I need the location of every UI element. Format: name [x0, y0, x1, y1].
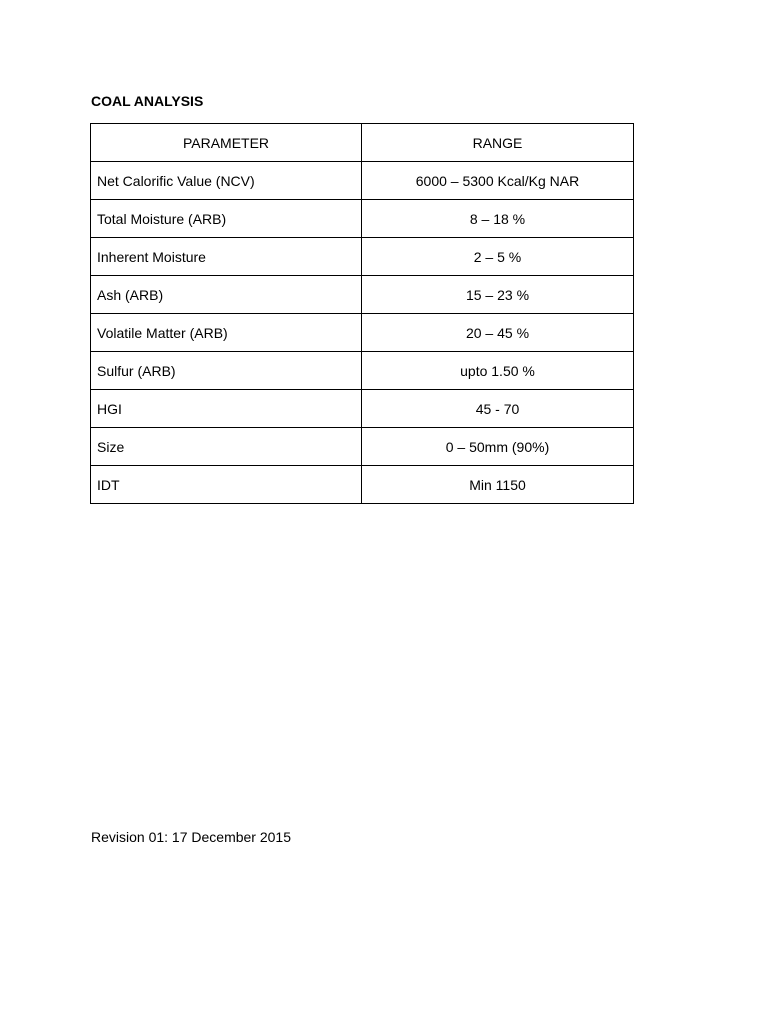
range-cell: Min 1150 — [362, 466, 634, 504]
table-row — [91, 314, 634, 352]
table-row — [91, 352, 634, 390]
parameter-cell: Inherent Moisture — [91, 238, 362, 276]
parameter-cell: Size — [91, 428, 362, 466]
table-row — [91, 428, 634, 466]
range-cell: 2 – 5 % — [362, 238, 634, 276]
parameter-cell: Volatile Matter (ARB) — [91, 314, 362, 352]
range-cell: 15 – 23 % — [362, 276, 634, 314]
range-cell: upto 1.50 % — [362, 352, 634, 390]
column-header-range: RANGE — [362, 124, 634, 162]
table-row — [91, 276, 634, 314]
table-row — [91, 238, 634, 276]
table-row — [91, 466, 634, 504]
parameter-cell: IDT — [91, 466, 362, 504]
parameter-cell: Sulfur (ARB) — [91, 352, 362, 390]
parameter-cell: Ash (ARB) — [91, 276, 362, 314]
range-cell: 8 – 18 % — [362, 200, 634, 238]
table-row — [91, 200, 634, 238]
revision-note: Revision 01: 17 December 2015 — [91, 829, 292, 845]
range-cell: 6000 – 5300 Kcal/Kg NAR — [362, 162, 634, 200]
coal-analysis-table — [90, 123, 634, 504]
table-row — [91, 390, 634, 428]
column-header-parameter: PARAMETER — [91, 124, 362, 162]
range-cell: 0 – 50mm (90%) — [362, 428, 634, 466]
range-cell: 20 – 45 % — [362, 314, 634, 352]
parameter-cell: Net Calorific Value (NCV) — [91, 162, 362, 200]
table-header-row — [91, 124, 634, 162]
document-title: COAL ANALYSIS — [91, 93, 204, 109]
parameter-cell: HGI — [91, 390, 362, 428]
parameter-cell: Total Moisture (ARB) — [91, 200, 362, 238]
range-cell: 45 - 70 — [362, 390, 634, 428]
table-row — [91, 162, 634, 200]
